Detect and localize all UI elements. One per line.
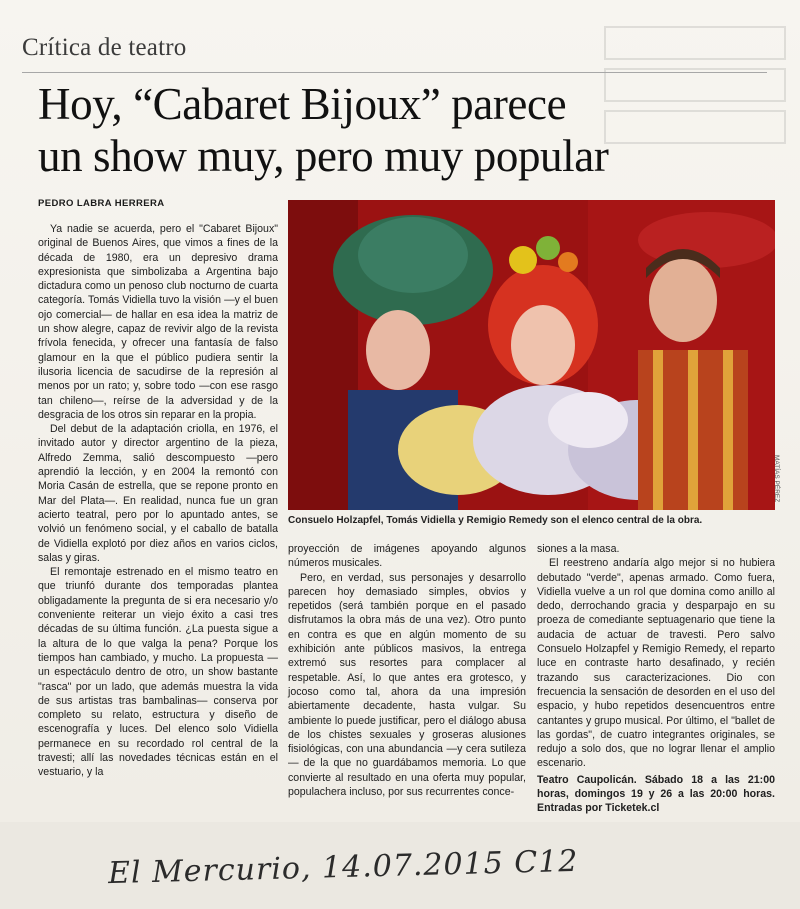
byline: PEDRO LABRA HERRERA <box>38 198 165 209</box>
headline <box>38 78 778 182</box>
article-column-1 <box>38 222 278 780</box>
section-divider <box>22 72 767 73</box>
paragraph: Pero, en verdad, sus personajes y desarrollo parecen hoy demasiado simples, obvios y repetidos (será también porque en el pasado disfrutamos la obra más de una vez). Otro punto en contra es que en algún momento de su exhibición ante públicos masivos, la entrega extremó sus resortes para complacer al respetable. Así, lo que antes era grotesco, y jocoso como tal, ahora da una impresión abiertamente decadente, hasta vulgar. Su ambiente lo puede justificar, pero el diálogo abusa de los chistes sexuales y groseras alusiones fisiológicas, con una abundancia —y cera sutileza— de la que no guardábamos memoria. Lo que convierte al resultado en una oferta muy popular, populachera incluso, por sus recurrentes conce- <box>288 571 526 799</box>
paragraph: proyección de imágenes apoyando algunos números musicales. <box>288 543 526 570</box>
photo-credit: MATÍAS PÉREZ <box>773 455 780 503</box>
article-column-3 <box>537 542 775 816</box>
cast-photo-illustration <box>288 200 775 510</box>
photo-caption: Consuelo Holzapfel, Tomás Vidiella y Remigio Remedy son el elenco central de la obra. <box>288 515 703 526</box>
paragraph: El reestreno andaría algo mejor si no hubiera debutado "verde", apenas armado. Como fuera, Vidiella vuelve a un rol que domina como anillo al dedo, derrochando gracia y desparpajo en su proeza de comediante septuagenario que tiene la audacia de actuar de travesti. Pero salvo Consuelo Holzapfel y Remigio Remedy, el reparto luce en contraste harto desafinado, y recién trazando sus caracterizaciones. Dio con frecuencia la sensación de desorden en el uso del espacio, y hubo repetidos desencuentros entre cantantes y grupo musical. Por último, el "ballet de las gordas", de cuatro integrantes originales, se redujo a solo dos, que no lograr llenar el amplio escenario. <box>537 557 775 770</box>
article-column-2 <box>288 542 526 799</box>
paragraph: Del debut de la adaptación criolla, en 1976, el invitado autor y director argentino de la pieza, Alfredo Zemma, salió descompuesto —pero aprendió la lección, y en 2004 la remontó con Moria Casán de estrella, que se repone pronto en Mar del Plata—. En realidad, nunca fue un gran acierto teatral, pero por lo apuntado antes, se volvió un fenómeno social, y el caballo de batalla de Vidiella explotó por diez años en varios ciclos, salas y giras. <box>38 423 278 564</box>
paragraph: El remontaje estrenado en el mismo teatro en que triunfó durante dos temporadas plantea obligadamente la pregunta de si era necesario y/o conveniente reiterar un viejo éxito a casi tres décadas de su última función. ¿La puesta sigue a la altura de lo que valga la pena? Porque los tiempos han cambiado, y mucho. La propuesta —un espectáculo dentro de otro, un show bastante "rasca" por un lado, que además muestra la vida de sus artistas tras bambalinas— conserva por completo su relato, estructura y diseño de escenografía y luces. Del elenco solo Vidiella permanece en su recordado rol central de la travesti; allí las novedades técnicas están en el vestuario, y la <box>38 566 278 779</box>
performance-info: Teatro Caupolicán. Sábado 18 a las 21:00 horas, domingos 19 y 26 a las 20:00 horas. Entradas por Ticketek.cl <box>537 773 775 815</box>
cast-photo <box>288 200 775 510</box>
paragraph: siones a la masa. <box>537 543 620 555</box>
section-title: Crítica de teatro <box>22 34 187 61</box>
handwritten-source-note: El Mercurio, 14.07.2015 C12 <box>107 843 579 892</box>
headline-line-1: Hoy, “Cabaret Bijoux” parece <box>38 79 567 129</box>
paragraph: Ya nadie se acuerda, pero el "Cabaret Bijoux" original de Buenos Aires, que vimos a fines de la década de 1980, era un depresivo drama expresionista que simbolizaba a Argentina bajo dictadura como un penoso club nocturno de cuarta categoría. Tomás Vidiella tuvo la visión —y el buen ojo comercial— de hallar en esa idea la matriz de un show alegre, capaz de revivir algo de la revista frívola fenecida, y ofrecer una fantasía de falso glamour en la que el público pudiera sentir la ilusoria licencia de sacudirse de la represión al menos por un rato; y, sobre todo —con ese rasgo tan chileno—, reírse de la adversidad y de la desgracia de los otros sin reparar en la propia. <box>38 223 278 421</box>
headline-line-2: un show muy, pero muy popular <box>38 131 609 181</box>
